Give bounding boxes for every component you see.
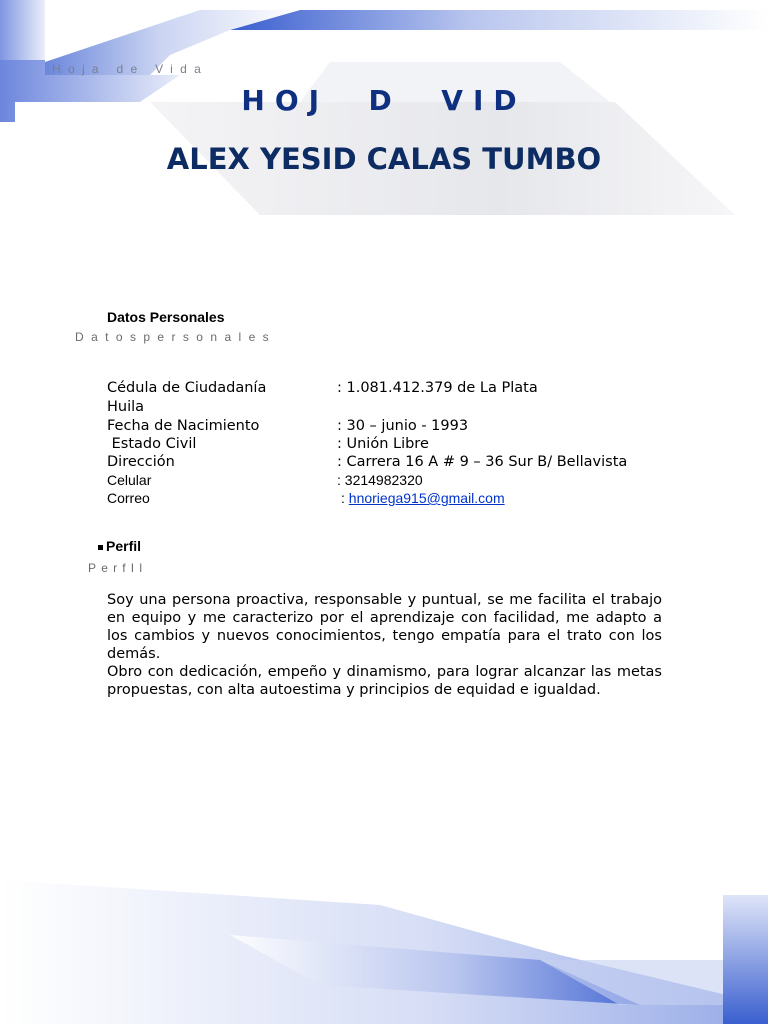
datos-value: : 1.081.412.379 de La Plata xyxy=(337,380,538,396)
header-watermark: Hoja de Vida xyxy=(52,62,209,76)
bullet-icon xyxy=(98,545,103,550)
datos-value: : Unión Libre xyxy=(337,436,429,452)
datos-value xyxy=(341,490,505,506)
datos-value: : 30 – junio - 1993 xyxy=(337,418,469,434)
datos-label: Fecha de Nacimiento xyxy=(107,418,260,434)
datos-label: Correo xyxy=(107,490,150,506)
email-link[interactable]: hnoriega915@gmail.com xyxy=(348,490,505,506)
datos-personales-heading: Datos Personales xyxy=(107,309,225,325)
candidate-name: ALEX YESID CALAS TUMBO xyxy=(166,142,602,176)
perfil-paragraph: Obro con dedicación, empeño y dinamismo, para lograr alcanzar las metas propuestas, con alta autoestima y principios de equidad e igualdad. xyxy=(107,664,662,698)
datos-label: Celular xyxy=(107,472,152,488)
datos-value: : 3214982320 xyxy=(337,472,423,488)
perfil-paragraph: Soy una persona proactiva, responsable y puntual, se me facilita el trabajo en equipo y me caracterizo por el aprendizaje con facilidad, me adapto a los cambios y nuevos conocimientos, tengo empatía para el trato con los demás. xyxy=(107,592,662,662)
email-colon: : xyxy=(341,490,345,506)
datos-personales-subtitle: Datospersonales xyxy=(75,330,277,344)
datos-label: Dirección xyxy=(107,454,175,470)
document-title: HOJ D VID xyxy=(241,84,527,117)
datos-label: Estado Civil xyxy=(107,436,197,452)
datos-label: Huila xyxy=(107,399,145,415)
perfil-heading: Perfil xyxy=(106,538,142,554)
perfil-subtitle: PerfIl xyxy=(88,561,148,575)
datos-value: : Carrera 16 A # 9 – 36 Sur B/ Bellavista xyxy=(337,454,628,470)
datos-label: Cédula de Ciudadanía xyxy=(107,380,267,396)
